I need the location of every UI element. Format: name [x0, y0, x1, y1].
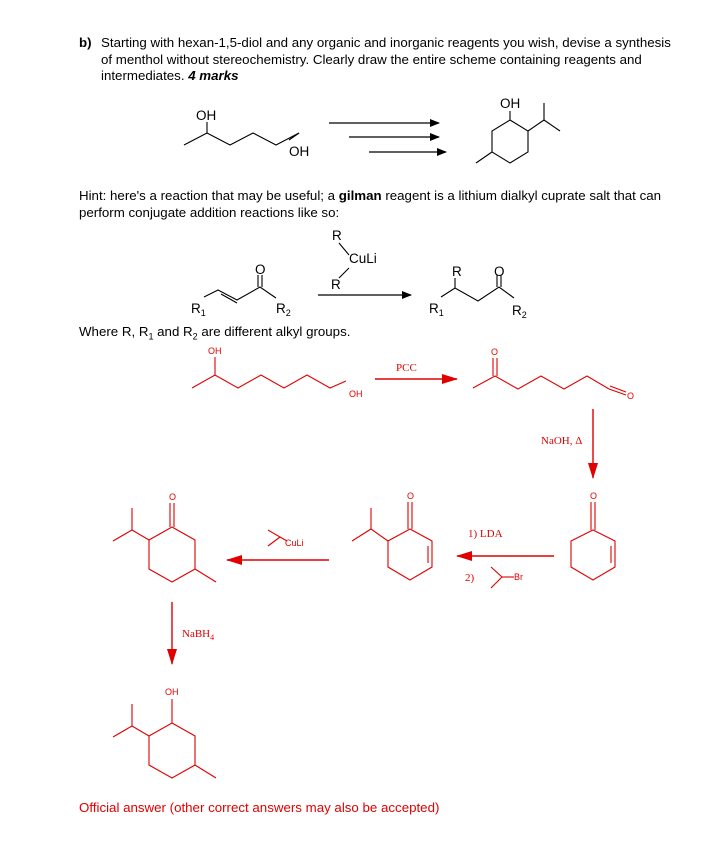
answer-start-oh-top: OH — [208, 346, 222, 356]
where-part-a: Where R, R — [79, 324, 149, 339]
conjugate-addition-product — [429, 264, 527, 320]
step5-arrow — [172, 602, 214, 664]
product-oh: OH — [500, 96, 521, 111]
cyclohexenone — [571, 491, 615, 580]
step4-reagent: CuLi — [285, 538, 304, 548]
step2-arrow — [541, 409, 593, 478]
step3-reagent-1: 1) LDA — [468, 528, 503, 540]
ketoaldehyde — [473, 347, 634, 401]
multistep-arrows — [329, 123, 446, 152]
gilman-r-bottom: R — [331, 277, 341, 292]
step3-reagent-2: 2) — [465, 572, 475, 584]
question-label: b) — [79, 35, 92, 50]
gilman-reagent — [318, 228, 411, 295]
start-diol-structure — [184, 108, 309, 159]
step1-reagent: PCC — [396, 362, 417, 374]
enone-substrate — [191, 262, 291, 318]
start-oh-end: OH — [289, 144, 310, 159]
start-oh-top: OH — [196, 108, 217, 123]
where-sub1: 1 — [148, 331, 154, 342]
step3-br: Br — [514, 572, 523, 582]
question-marks: 4 marks — [188, 68, 239, 83]
official-answer-note: Official answer (other correct answers may also be accepted) — [79, 800, 440, 815]
substrate-r2: $R_2$ — [276, 301, 291, 318]
product-r2: $R_2$ — [512, 303, 527, 320]
step5-reagent: NaBH$_4$ — [182, 628, 215, 642]
where-sub2: 2 — [192, 331, 198, 342]
hint-bold-word: gilman — [338, 188, 382, 203]
ketoaldehyde-o2: O — [627, 391, 635, 401]
question-text: Starting with hexan-1,5-diol and any organic and inorganic reagents you wish, devise a synthesis of menthol without stereochemistry. Clearly draw the entire scheme containing reagents and intermediates. — [101, 35, 671, 83]
substrate-o: O — [255, 262, 266, 277]
answer-start-diol — [192, 346, 363, 399]
menthol-oh: OH — [165, 687, 179, 697]
answer-start-oh-end: OH — [349, 389, 363, 399]
menthone-o: O — [169, 492, 177, 502]
menthol-product — [113, 687, 216, 778]
ketoaldehyde-o1: O — [491, 347, 499, 357]
hint-suffix: reagent is a lithium dialkyl cuprate salt that can perform conjugate addition reactions like so: — [79, 188, 662, 220]
where-part-b: and R — [153, 324, 193, 339]
where-part-c: are different alkyl groups. — [197, 324, 351, 339]
menthone — [113, 492, 216, 582]
product-o: O — [494, 264, 505, 279]
hint-prefix: Hint: here's a reaction that may be useful; a — [79, 188, 336, 203]
product-r1: $R_1$ — [429, 301, 444, 318]
gilman-culi: CuLi — [349, 251, 377, 266]
step1-arrow — [375, 362, 457, 379]
enone-o: O — [590, 491, 598, 501]
menthol-target-structure — [476, 96, 560, 163]
step4-arrow — [227, 530, 329, 560]
substrate-r1: $R_1$ — [191, 301, 206, 318]
step3-arrow — [457, 528, 554, 588]
alkylated-o: O — [407, 491, 415, 501]
alkylated-cyclohexenone — [352, 491, 432, 580]
step2-reagent: NaOH, Δ — [541, 435, 583, 447]
product-r: R — [452, 264, 462, 279]
gilman-r-top: R — [332, 228, 342, 243]
